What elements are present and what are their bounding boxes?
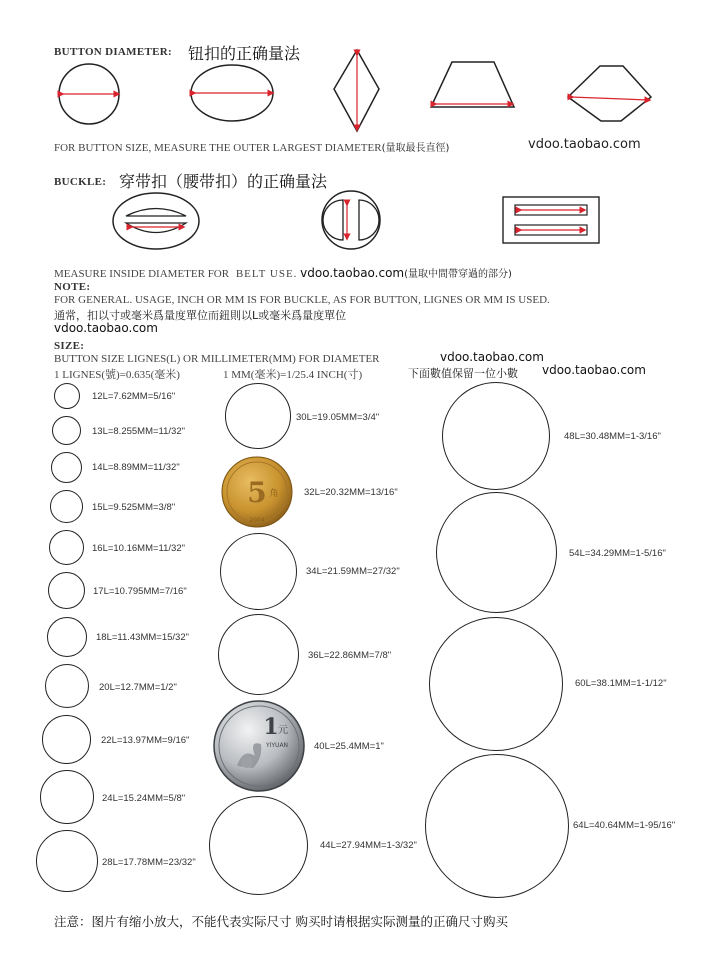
svg-text:2004: 2004 xyxy=(249,517,265,524)
buckle-heading-en: BUCKLE: xyxy=(54,176,107,188)
site-url: vdoo.taobao.com xyxy=(54,321,158,335)
size-circle-44l xyxy=(209,796,308,895)
size-label: 22L=13.97MM=9/16" xyxy=(101,735,190,746)
size-label: 13L=8.255MM=11/32" xyxy=(92,426,185,437)
size-circle-13l xyxy=(52,416,81,445)
decimal-note: 下面數值保留一位小數 xyxy=(408,367,518,380)
rect-buckle-shape xyxy=(503,197,599,243)
size-circle-24l xyxy=(40,770,94,824)
size-circle-60l xyxy=(429,617,563,751)
size-label: 32L=20.32MM=13/16" xyxy=(304,487,398,498)
size-label: 34L=21.59MM=27/32" xyxy=(306,566,400,577)
size-label: 20L=12.7MM=1/2" xyxy=(99,682,177,693)
size-circle-17l xyxy=(48,572,85,609)
size-label: 48L=30.48MM=1-3/16" xyxy=(564,431,661,442)
size-circle-64l xyxy=(425,754,569,898)
size-circle-22l xyxy=(42,715,91,764)
size-circle-30l xyxy=(225,383,291,449)
measure-inside-instruction: MEASURE INSIDE DIAMETER FOR BELT USE. vdoo.taobao.com(量取中間帶穿過的部分) xyxy=(54,266,512,280)
note-text-cn: 通常，扣以寸或毫米爲量度單位而鈕則以L或毫米爲量度單位 xyxy=(54,309,347,322)
site-url: vdoo.taobao.com xyxy=(440,350,544,364)
size-circle-15l xyxy=(50,490,83,523)
size-label: 14L=8.89MM=11/32" xyxy=(92,462,180,473)
svg-text:1: 1 xyxy=(263,714,279,740)
size-circle-48l xyxy=(442,382,550,490)
size-label: 24L=15.24MM=5/8" xyxy=(102,793,186,804)
lignes-definition: 1 LIGNES(號)=0.635(毫米) xyxy=(54,369,180,381)
size-label: 18L=11.43MM=15/32" xyxy=(96,632,189,643)
size-circle-18l xyxy=(47,617,87,657)
size-label: 54L=34.29MM=1-5/16" xyxy=(569,548,666,559)
site-url: vdoo.taobao.com xyxy=(528,137,641,152)
buckle-shape-diagrams xyxy=(0,0,712,260)
size-description: BUTTON SIZE LIGNES(L) OR MILLIMETER(MM) FOR DIAMETER xyxy=(54,353,380,365)
size-circle-14l xyxy=(51,452,82,483)
size-title: SIZE: xyxy=(54,340,85,352)
round-buckle-shape xyxy=(322,191,380,249)
size-label: 40L=25.4MM=1" xyxy=(314,741,384,752)
button-size-instruction: FOR BUTTON SIZE, MEASURE THE OUTER LARGEST DIAMETER(量取最長直徑) xyxy=(54,142,450,154)
size-label: 15L=9.525MM=3/8" xyxy=(92,502,176,513)
size-label: 16L=10.16MM=11/32" xyxy=(92,543,185,554)
size-label: 30L=19.05MM=3/4" xyxy=(296,412,380,423)
button-diameter-heading-en: BUTTON DIAMETER: xyxy=(54,46,172,58)
size-label: 36L=22.86MM=7/8" xyxy=(308,650,392,661)
mm-definition: 1 MM(毫米)=1/25.4 INCH(寸) xyxy=(223,369,363,381)
note-title: NOTE: xyxy=(54,281,91,293)
size-label: 28L=17.78MM=23/32" xyxy=(102,857,196,868)
svg-text:元: 元 xyxy=(278,725,288,736)
size-label: 17L=10.795MM=7/16" xyxy=(93,586,187,597)
svg-text:5: 5 xyxy=(247,476,267,509)
footer-notice: 注意：图片有缩小放大，不能代表实际尺寸 购买时请根据实际测量的正确尺寸购买 xyxy=(54,914,508,929)
site-url: vdoo.taobao.com xyxy=(542,363,646,377)
size-circle-12l xyxy=(54,383,80,409)
note-text-en: FOR GENERAL. USAGE, INCH OR MM IS FOR BUCKLE, AS FOR BUTTON, LIGNES OR MM IS USED. xyxy=(54,294,550,306)
svg-text:角: 角 xyxy=(269,489,279,499)
size-label: 64L=40.64MM=1-95/16" xyxy=(573,820,676,831)
size-circle-28l xyxy=(36,830,98,892)
size-label: 44L=27.94MM=1-3/32" xyxy=(320,840,417,851)
size-label: 60L=38.1MM=1-1/12" xyxy=(575,678,667,689)
size-circle-54l xyxy=(436,492,557,613)
size-circle-36l xyxy=(218,614,299,695)
oval-buckle-shape xyxy=(113,193,199,249)
five-jiao-coin-image xyxy=(221,456,293,528)
size-circle-34l xyxy=(220,533,297,610)
size-circle-16l xyxy=(49,530,84,565)
one-yuan-coin-image xyxy=(213,700,305,792)
size-circle-20l xyxy=(45,664,89,708)
size-label: 12L=7.62MM=5/16" xyxy=(92,391,176,402)
button-diameter-heading-cn: 钮扣的正确量法 xyxy=(188,44,301,63)
buckle-heading-cn: 穿带扣（腰带扣）的正确量法 xyxy=(119,172,328,191)
svg-text:YIYUAN: YIYUAN xyxy=(265,742,289,749)
